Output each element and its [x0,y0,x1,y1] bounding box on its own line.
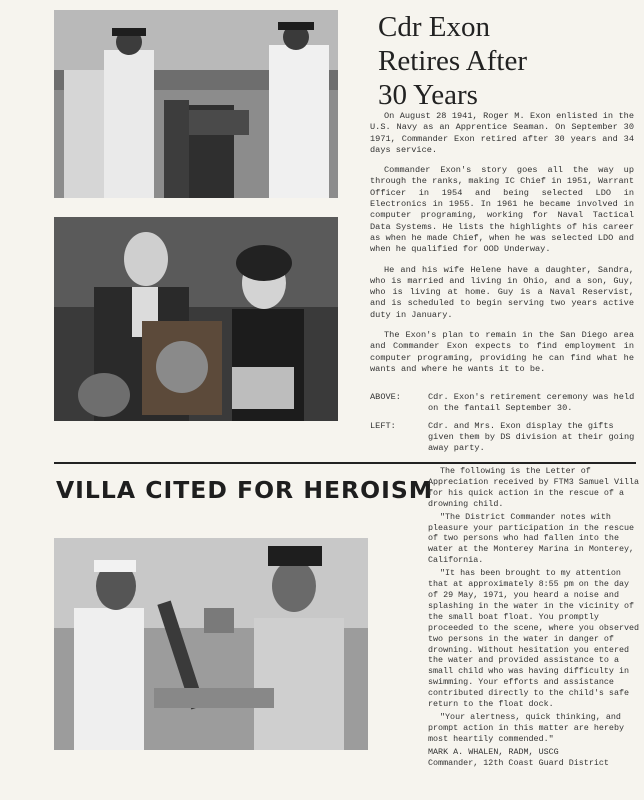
headline-line-2: Retires After [378,45,527,77]
story-paragraph: On August 28 1941, Roger M. Exon enlisted in the U.S. Navy as an Apprentice Seaman. On September 30 1971, Commander Exon retired after 30 years and 34 days service. [370,111,634,155]
signature-line: MARK A. WHALEN, RADM, USCG [428,746,559,757]
photo-captions [370,392,638,461]
story-paragraph: Commander Exon's story goes all the way up through the ranks, making IC Chief in 1951, Warrant Officer in 1954 and being selected LDO in Electronics in 1955. In 1961 he became involved in computer programing, working for Naval Tactical Data Systems. He lists the highlights of his career as when he made Chief, when he was selected LDO and when he qualified for OOD Underway. [370,165,634,255]
letter-paragraph: "The District Commander notes with pleasure your participation in the rescue of two persons who had fallen into the water at the Monterey Marina in Monterey, California. [428,511,635,566]
caption-label: ABOVE: [370,392,401,402]
villa-headline: VILLA CITED FOR HEROISM [56,476,434,504]
caption-left [370,421,638,454]
headline-line-1: Cdr Exon [378,11,490,43]
letter-paragraph: "Your alertness, quick thinking, and prompt action in this matter are hereby most heartily commended." [428,711,625,744]
caption-above [370,392,638,414]
photo-villa-award [54,538,368,750]
photo-exon-couple-gifts [54,217,338,421]
photo-retirement-ceremony [54,10,338,198]
story-paragraph: He and his wife Helene have a daughter, Sandra, who is married and living in Ohio, and a son, Guy, who is living at home. Guy is a Naval Reservist, and is scheduled to begin serving two years active duty in January. [370,264,634,320]
caption-text: Cdr. and Mrs. Exon display the gifts given them by DS division at their going away party. [428,421,635,453]
letter-paragraph: The following is the Letter of Appreciation received by FTM3 Samuel Villa for his quick action in the rescue of a drowning child. [428,466,640,509]
section-divider [54,462,636,464]
story-paragraph: The Exon's plan to remain in the San Diego area and Commander Exon expects to find employment in computer programing, providing he can find what he wants and where he wants it to be. [370,330,634,374]
caption-text: Cdr. Exon's retirement ceremony was held on the fantail September 30. [428,392,635,413]
exon-headline [378,10,628,112]
exon-story [370,111,634,384]
signature-line: Commander, 12th Coast Guard District [428,757,609,768]
caption-label: LEFT: [370,421,396,431]
villa-letter [428,466,640,768]
letter-paragraph: "It has been brought to my attention that at approximately 8:55 pm on the day of 29 May, 1971, you heard a noise and splashing in the water in the vicinity of the small boat float. You promptly proceeded to the scene, where you observed two persons in the water in danger of drowning. Without hesitation you entered the water and provided assistance to a small child who was having difficulty in swimming. Your efforts and assistance contributed directly to the child's safe return to the float dock. [428,568,640,710]
headline-line-3: 30 Years [378,79,478,111]
